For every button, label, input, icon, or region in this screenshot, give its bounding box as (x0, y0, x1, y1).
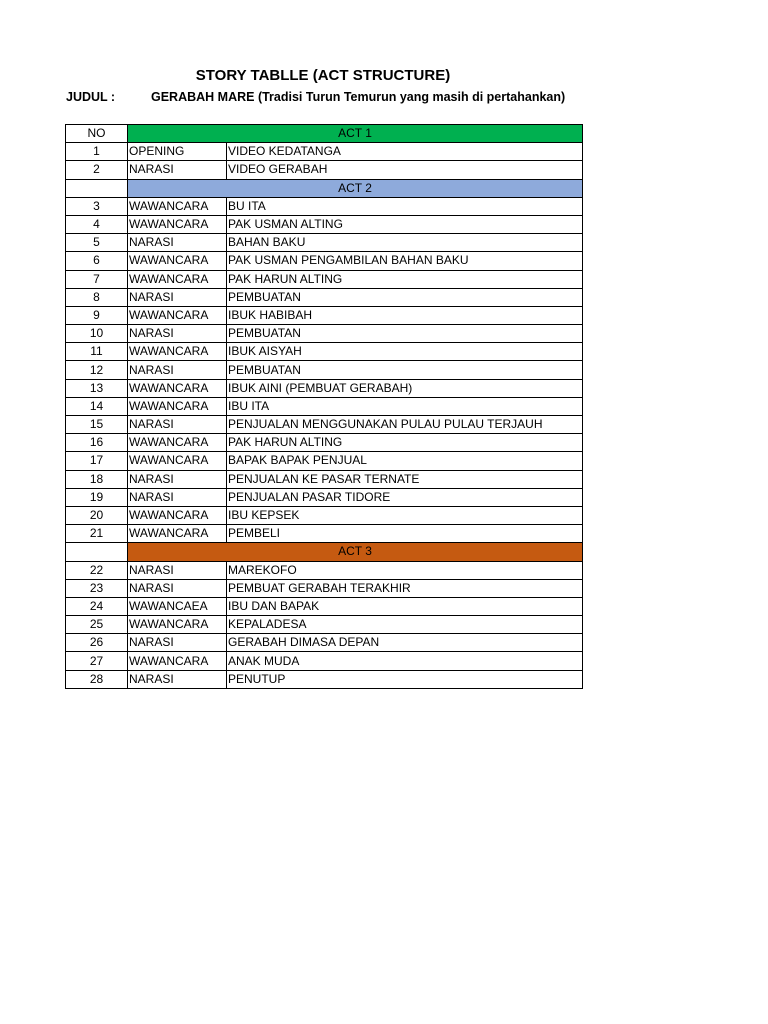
row-number: 13 (66, 379, 128, 397)
act-header: ACT 1 (128, 125, 583, 143)
row-description: BAPAK BAPAK PENJUAL (227, 452, 583, 470)
row-description: IBU KEPSEK (227, 506, 583, 524)
row-description: IBUK AINI (PEMBUAT GERABAH) (227, 379, 583, 397)
table-row (66, 452, 583, 470)
table-row (66, 416, 583, 434)
table-row (66, 470, 583, 488)
table-row (66, 343, 583, 361)
row-number: 28 (66, 670, 128, 688)
row-number: 4 (66, 215, 128, 233)
act-header-row (66, 543, 583, 561)
row-description: IBUK HABIBAH (227, 306, 583, 324)
row-description: BAHAN BAKU (227, 234, 583, 252)
table-row (66, 143, 583, 161)
no-column-header: NO (66, 125, 128, 143)
act-header-row (66, 179, 583, 197)
row-type: WAWANCAEA (128, 597, 227, 615)
row-description: VIDEO KEDATANGA (227, 143, 583, 161)
table-row (66, 161, 583, 179)
table-row (66, 379, 583, 397)
row-type: NARASI (128, 561, 227, 579)
row-number: 11 (66, 343, 128, 361)
row-number: 8 (66, 288, 128, 306)
table-row (66, 397, 583, 415)
table-row (66, 361, 583, 379)
row-number: 2 (66, 161, 128, 179)
row-description: IBU DAN BAPAK (227, 597, 583, 615)
row-description: PEMBUATAN (227, 325, 583, 343)
row-number: 14 (66, 397, 128, 415)
row-type: NARASI (128, 234, 227, 252)
row-number: 6 (66, 252, 128, 270)
table-row (66, 525, 583, 543)
row-type: NARASI (128, 579, 227, 597)
row-type: WAWANCARA (128, 306, 227, 324)
act-header-row (66, 125, 583, 143)
row-type: WAWANCARA (128, 452, 227, 470)
table-row (66, 234, 583, 252)
row-type: NARASI (128, 670, 227, 688)
row-type: WAWANCARA (128, 343, 227, 361)
row-description: PAK USMAN PENGAMBILAN BAHAN BAKU (227, 252, 583, 270)
row-number: 20 (66, 506, 128, 524)
table-row (66, 561, 583, 579)
row-type: WAWANCARA (128, 616, 227, 634)
row-description: ANAK MUDA (227, 652, 583, 670)
row-number: 3 (66, 197, 128, 215)
row-number: 21 (66, 525, 128, 543)
act-header: ACT 3 (128, 543, 583, 561)
row-number: 16 (66, 434, 128, 452)
row-type: WAWANCARA (128, 652, 227, 670)
row-description: VIDEO GERABAH (227, 161, 583, 179)
row-number: 24 (66, 597, 128, 615)
table-row (66, 579, 583, 597)
row-type: NARASI (128, 361, 227, 379)
row-description: PAK USMAN ALTING (227, 215, 583, 233)
row-number: 25 (66, 616, 128, 634)
document-title: STORY TABLLE (ACT STRUCTURE) (195, 67, 451, 84)
row-type: NARASI (128, 161, 227, 179)
table-row (66, 488, 583, 506)
story-table-body (66, 125, 583, 689)
row-type: WAWANCARA (128, 397, 227, 415)
table-row (66, 634, 583, 652)
row-type: NARASI (128, 325, 227, 343)
row-type: WAWANCARA (128, 270, 227, 288)
row-type: WAWANCARA (128, 197, 227, 215)
row-number: 27 (66, 652, 128, 670)
row-type: NARASI (128, 288, 227, 306)
table-row (66, 670, 583, 688)
row-type: NARASI (128, 634, 227, 652)
row-description: PENJUALAN PASAR TIDORE (227, 488, 583, 506)
row-number: 5 (66, 234, 128, 252)
row-type: WAWANCARA (128, 379, 227, 397)
row-description: PAK HARUN ALTING (227, 434, 583, 452)
row-description: PEMBELI (227, 525, 583, 543)
row-description: GERABAH DIMASA DEPAN (227, 634, 583, 652)
row-description: PENJUALAN KE PASAR TERNATE (227, 470, 583, 488)
row-type: WAWANCARA (128, 525, 227, 543)
row-number: 17 (66, 452, 128, 470)
story-table (65, 124, 583, 689)
row-type: WAWANCARA (128, 506, 227, 524)
row-description: PENUTUP (227, 670, 583, 688)
row-type: OPENING (128, 143, 227, 161)
row-number: 10 (66, 325, 128, 343)
row-description: IBU ITA (227, 397, 583, 415)
row-number: 18 (66, 470, 128, 488)
row-description: KEPALADESA (227, 616, 583, 634)
row-number: 26 (66, 634, 128, 652)
row-description: IBUK AISYAH (227, 343, 583, 361)
empty-cell (66, 179, 128, 197)
row-type: WAWANCARA (128, 215, 227, 233)
row-type: WAWANCARA (128, 434, 227, 452)
row-description: BU ITA (227, 197, 583, 215)
row-number: 9 (66, 306, 128, 324)
row-description: PENJUALAN MENGGUNAKAN PULAU PULAU TERJAUH (227, 416, 583, 434)
table-row (66, 434, 583, 452)
row-type: WAWANCARA (128, 252, 227, 270)
table-row (66, 652, 583, 670)
table-row (66, 288, 583, 306)
row-number: 7 (66, 270, 128, 288)
row-number: 23 (66, 579, 128, 597)
row-description: PEMBUATAN (227, 288, 583, 306)
table-row (66, 616, 583, 634)
table-row (66, 325, 583, 343)
table-row (66, 252, 583, 270)
empty-cell (66, 543, 128, 561)
row-description: PAK HARUN ALTING (227, 270, 583, 288)
row-type: NARASI (128, 488, 227, 506)
row-description: MAREKOFO (227, 561, 583, 579)
row-number: 1 (66, 143, 128, 161)
row-number: 15 (66, 416, 128, 434)
table-row (66, 597, 583, 615)
table-row (66, 270, 583, 288)
row-number: 22 (66, 561, 128, 579)
act-header: ACT 2 (128, 179, 583, 197)
row-number: 12 (66, 361, 128, 379)
table-row (66, 506, 583, 524)
table-row (66, 215, 583, 233)
table-row (66, 306, 583, 324)
table-row (66, 197, 583, 215)
row-description: PEMBUATAN (227, 361, 583, 379)
row-number: 19 (66, 488, 128, 506)
judul-value: GERABAH MARE (Tradisi Turun Temurun yang masih di pertahankan) (151, 90, 566, 104)
row-type: NARASI (128, 470, 227, 488)
row-description: PEMBUAT GERABAH TERAKHIR (227, 579, 583, 597)
judul-label: JUDUL : (66, 90, 116, 104)
row-type: NARASI (128, 416, 227, 434)
